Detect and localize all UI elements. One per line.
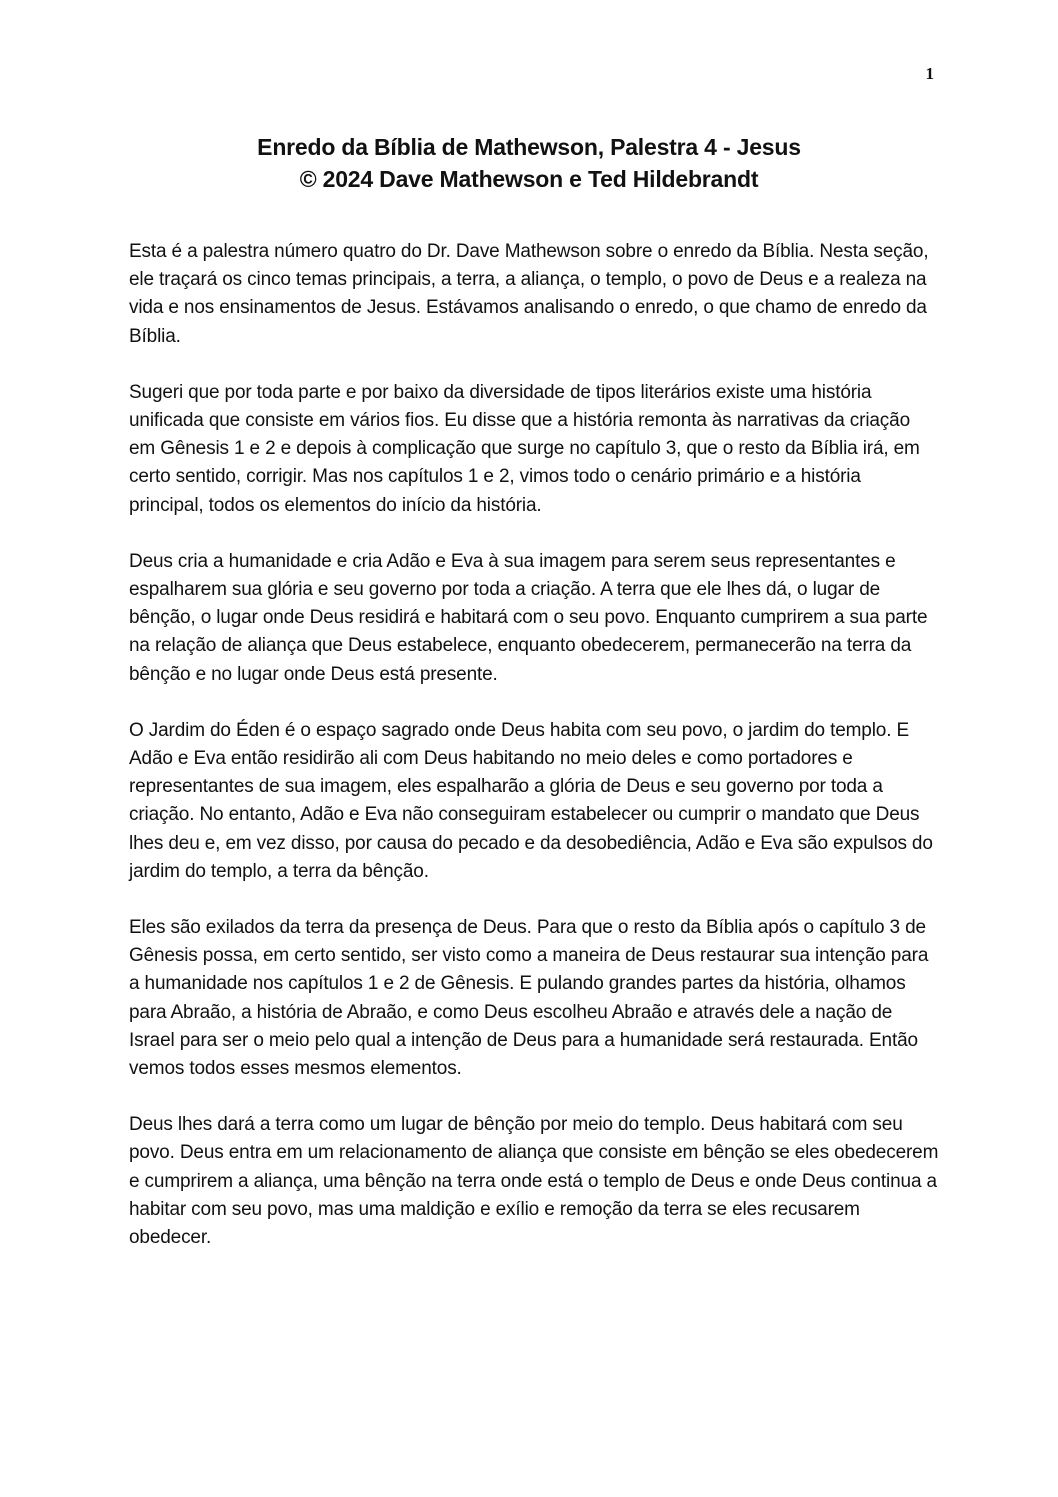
paragraph: Sugeri que por toda parte e por baixo da diversidade de tipos literários existe uma história unificada que consiste em vários fios. Eu disse que a história remonta às narrativas da criação em Gênesis 1 e 2 e depois à complicação que surge no capítulo 3, que o resto da Bíblia irá, em certo sentido, corrigir. Mas nos capítulos 1 e 2, vimos todo o cenário primário e a história principal, todos os elementos do início da história.	[129, 381, 920, 516]
paragraph: Deus cria a humanidade e cria Adão e Eva à sua imagem para serem seus representantes e espalharem sua glória e seu governo por toda a criação. A terra que ele lhes dá, o lugar de bênção, o lugar onde Deus residirá e habitará com o seu povo. Enquanto cumprirem a sua parte na relação de aliança que Deus estabelece, enquanto obedecerem, permanecerão na terra da bênção e no lugar onde Deus está presente.	[129, 550, 928, 685]
document-body	[129, 238, 939, 1280]
document-title	[0, 131, 1058, 195]
paragraph: Deus lhes dará a terra como um lugar de bênção por meio do templo. Deus habitará com seu povo. Deus entra em um relacionamento de aliança que consiste em bênção se eles obedecerem e cumprirem a aliança, uma bênção na terra onde está o templo de Deus e onde Deus continua a habitar com seu povo, mas uma maldição e exílio e remoção da terra se eles recusarem obedecer.	[129, 1114, 939, 1249]
paragraph: O Jardim do Éden é o espaço sagrado onde Deus habita com seu povo, o jardim do templo. E Adão e Eva então residirão ali com Deus habitando no meio deles e como portadores e representantes de sua imagem, eles espalharão a glória de Deus e seu governo por toda a criação. No entanto, Adão e Eva não conseguiram estabelecer ou cumprir o mandato que Deus lhes deu e, em vez disso, por causa do pecado e da desobediência, Adão e Eva são expulsos do jardim do templo, a terra da bênção.	[129, 719, 933, 882]
page-number: 1	[925, 64, 934, 83]
title-line-2: © 2024 Dave Mathewson e Ted Hildebrandt	[299, 166, 759, 192]
paragraph: Eles são exilados da terra da presença de Deus. Para que o resto da Bíblia após o capítulo 3 de Gênesis possa, em certo sentido, ser visto como a maneira de Deus restaurar sua intenção para a humanidade nos capítulos 1 e 2 de Gênesis. E pulando grandes partes da história, olhamos para Abraão, a história de Abraão, e como Deus escolheu Abraão e através dele a nação de Israel para ser o meio pelo qual a intenção de Deus para a humanidade será restaurada. Então vemos todos esses mesmos elementos.	[129, 917, 929, 1080]
title-line-1: Enredo da Bíblia de Mathewson, Palestra 4 - Jesus	[257, 134, 801, 160]
paragraph: Esta é a palestra número quatro do Dr. Dave Mathewson sobre o enredo da Bíblia. Nesta seção, ele traçará os cinco temas principais, a terra, a aliança, o templo, o povo de Deus e a realeza na vida e nos ensinamentos de Jesus. Estávamos analisando o enredo, o que chamo de enredo da Bíblia.	[129, 241, 929, 347]
